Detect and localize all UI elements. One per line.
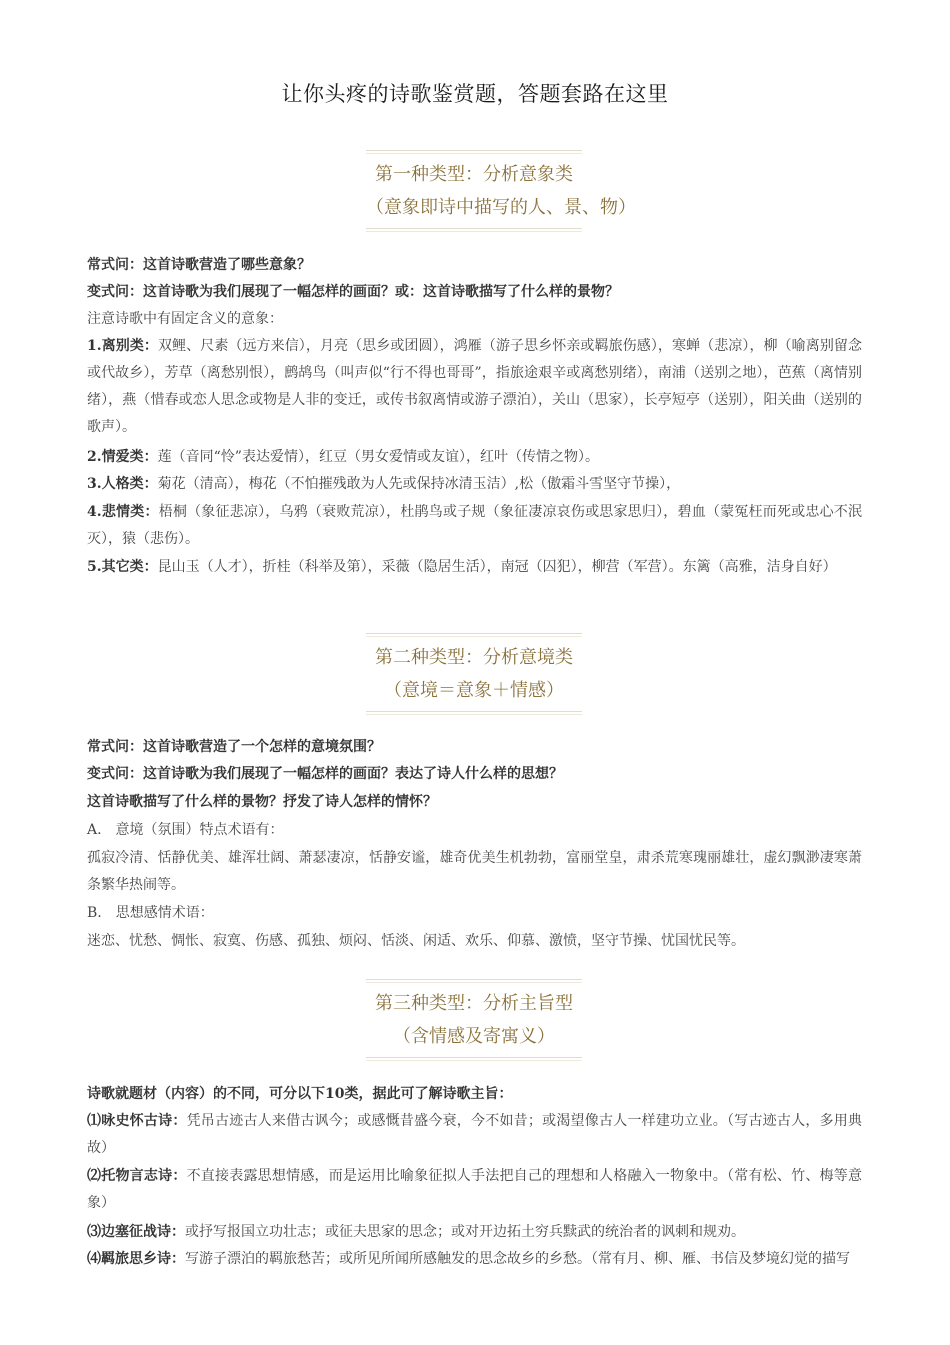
paragraph	[87, 1108, 862, 1162]
paragraph: A. 意境（氛围）特点术语有：	[87, 822, 284, 838]
paragraph	[87, 554, 862, 581]
paragraph-text: 凭吊古迹古人来借古讽今；或感慨昔盛今衰，今不如昔；或渴望像古人一样建功立业。（写古迹古人，多用典故）	[87, 1113, 863, 1156]
heading-rule	[366, 711, 582, 715]
paragraph-text: 菊花（清高），梅花（不怕摧残敢为人先或保持冰清玉洁）,松（傲霜斗雪坚守节操），	[157, 476, 681, 492]
paragraph	[87, 499, 862, 553]
paragraph-text: 昆山玉（人才），折桂（科举及第），采薇（隐居生活），南冠（囚犯），柳营（军营）。东篱（高雅，洁身自好）	[157, 559, 837, 575]
paragraph-label: 5.其它类：	[87, 559, 158, 575]
heading-rule	[366, 1057, 582, 1061]
section-1-subheading: （意象即诗中描写的人、景、物）	[366, 197, 636, 218]
paragraph-text: 不直接表露思想情感，而是运用比喻象征拟人手法把自己的理想和人格融入一物象中。（常有松、竹、梅等意象）	[87, 1168, 863, 1211]
paragraph: 这首诗歌描写了什么样的景物？抒发了诗人怎样的情怀？	[87, 794, 437, 810]
section-3-heading: 第三种类型：分析主旨型	[375, 993, 573, 1014]
paragraph-text: 梧桐（象征悲凉），乌鸦（衰败荒凉），杜鹃鸟或子规（象征凄凉哀伤或思家思归），碧血（蒙冤枉而死或忠心不泯灭），猿（悲伤）。	[87, 504, 862, 547]
paragraph-label: ⑵托物言志诗：	[87, 1168, 187, 1184]
paragraph: 迷恋、忧愁、惆怅、寂寞、伤感、孤独、烦闷、恬淡、闲适、欢乐、仰慕、激愤，坚守节操、忧国忧民等。	[87, 933, 745, 949]
section-3-subheading: （含情感及寄寓义）	[393, 1026, 555, 1047]
paragraph-label: 2.情爱类：	[87, 449, 158, 465]
paragraph-label: ⑷羁旅思乡诗：	[87, 1251, 185, 1267]
paragraph	[87, 1219, 862, 1246]
paragraph-text: 或抒写报国立功壮志；或征夫思家的思念；或对开边拓土穷兵黩武的统治者的讽刺和规劝。	[185, 1224, 745, 1240]
heading-rule	[366, 150, 582, 154]
heading-rule	[366, 228, 582, 232]
paragraph: 常式问：这首诗歌营造了哪些意象？	[87, 257, 311, 273]
paragraph-label: 3.人格类：	[87, 476, 158, 492]
paragraph: 变式问：这首诗歌为我们展现了一幅怎样的画面？或：这首诗歌描写了什么样的景物？	[87, 284, 619, 300]
paragraph-label: ⑶边塞征战诗：	[87, 1224, 185, 1240]
paragraph-label: 4.悲情类：	[87, 504, 159, 520]
section-2-subheading: （意境＝意象＋情感）	[384, 680, 564, 701]
paragraph-label: ⑴咏史怀古诗：	[87, 1113, 187, 1129]
paragraph: B. 思想感情术语：	[87, 905, 214, 921]
paragraph: 孤寂冷清、恬静优美、雄浑壮阔、萧瑟凄凉，恬静安谧，雄奇优美生机勃勃，富丽堂皇，肃杀荒寒瑰丽雄壮，虚幻飘渺凄寒萧条繁华热闹等。	[87, 850, 862, 893]
paragraph-text: 写游子漂泊的羁旅愁苦；或所见所闻所感触发的思念故乡的乡愁。（常有月、柳、雁、书信及梦境幻觉的描写	[185, 1251, 850, 1267]
section-1-heading-box	[366, 150, 636, 232]
paragraph	[87, 1163, 862, 1217]
paragraph	[87, 333, 862, 441]
paragraph: 注意诗歌中有固定含义的意象：	[87, 311, 283, 327]
paragraph: 诗歌就题材（内容）的不同，可分以下10类，据此可了解诗歌主旨：	[87, 1086, 513, 1102]
page-title: 让你头疼的诗歌鉴赏题，答题套路在这里	[281, 82, 669, 106]
paragraph	[87, 1246, 862, 1273]
section-1-heading: 第一种类型：分析意象类	[375, 164, 573, 185]
paragraph-label: 1.离别类：	[87, 338, 159, 354]
paragraph: 变式问：这首诗歌为我们展现了一幅怎样的画面？表达了诗人什么样的思想？	[87, 766, 563, 782]
paragraph-text: 双鲤、尺素（远方来信），月亮（思乡或团圆），鸿雁（游子思乡怀亲或羁旅伤感），寒蝉（悲凉），柳（喻离别留念或代故乡），芳草（离愁别恨），鹧鸪鸟（叫声似“行不得也哥哥”，指旅途艰辛或离愁别绪），南浦（送别之地），芭蕉（离情别绪），燕（惜春或恋人思念或物是人非的变迁，或传书叙离情或游子漂泊），关山（思家），长亭短亭（送别），阳关曲（送别的歌声）。	[87, 338, 862, 435]
paragraph-text: 莲（音同“怜”表达爱情），红豆（男女爱情或友谊），红叶（传情之物）。	[157, 449, 599, 465]
heading-rule	[366, 979, 582, 983]
section-2-heading: 第二种类型：分析意境类	[375, 647, 573, 668]
heading-rule	[366, 633, 582, 637]
section-3-heading-box	[366, 979, 582, 1061]
paragraph	[87, 444, 862, 471]
paragraph	[87, 471, 862, 498]
paragraph: 常式问：这首诗歌营造了一个怎样的意境氛围？	[87, 739, 381, 755]
section-2-heading-box	[366, 633, 582, 715]
